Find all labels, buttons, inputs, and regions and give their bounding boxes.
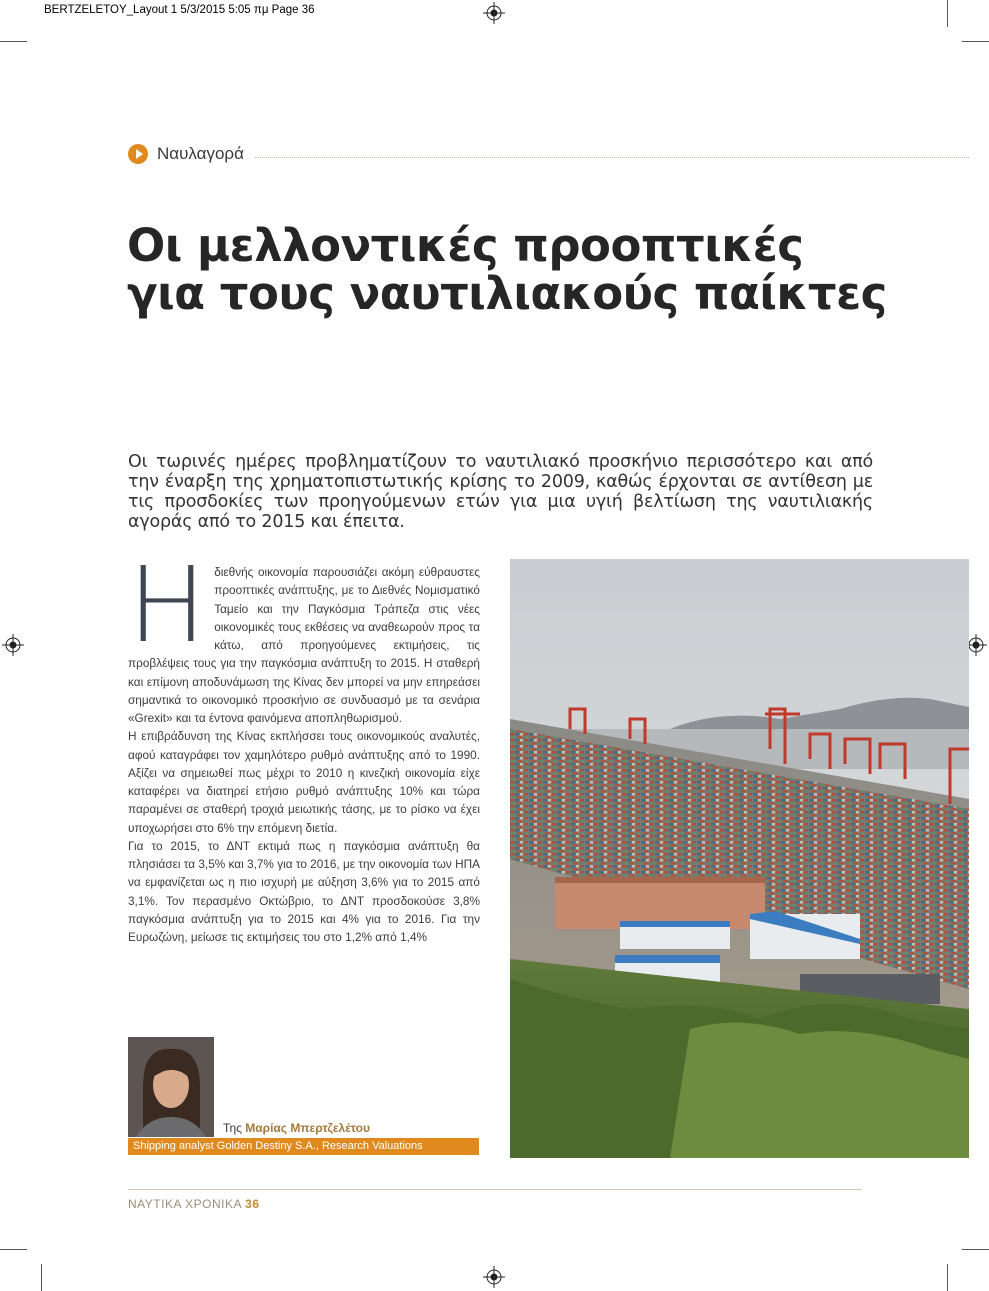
crop-mark	[41, 1264, 42, 1291]
registration-mark-icon	[2, 634, 24, 656]
author-byline	[223, 1121, 370, 1135]
crop-mark	[947, 1264, 948, 1291]
author-name: Μαρίας Μπερτζελέτου	[245, 1121, 370, 1135]
byline-prefix: Της	[223, 1121, 242, 1135]
crop-mark	[0, 1249, 27, 1250]
author-portrait	[128, 1037, 214, 1137]
section-header	[128, 144, 244, 164]
crop-mark	[962, 1249, 989, 1250]
drop-cap: Η	[128, 544, 207, 666]
crop-mark	[947, 0, 948, 27]
play-arrow-icon	[128, 144, 148, 164]
footer-divider	[128, 1189, 862, 1190]
print-slug: BERTZELETOY_Layout 1 5/3/2015 5:05 πμ Page 36	[44, 4, 315, 16]
page-footer	[128, 1197, 260, 1211]
body-paragraph: Η επιβράδυνση της Κίνας εκπλήσσει τους οικονομικούς αναλυτές, αφού καταγράφει τον χαμηλότερο ρυθμό ανάπτυξης από το 1990. Αξίζει να σημειωθεί πως μέχρι το 2010 η κινεζική οικονομία είχε καταφέρει να διατηρεί ετήσιο ρυθμό ανάπτυξης 10% και τώρα παραμένει σε σταθερή τροχιά μειωτικής τάσης, με το ρίσκο να έχει υποχωρήσει στο 6% την επόμενη διετία.	[128, 729, 480, 835]
article-lead: Οι τωρινές ημέρες προβληματίζουν το ναυτιλιακό προσκήνιο περισσότερο και από την έναρξη της χρηματοπιστωτικής κρίσης το 2009, καθώς έρχονται σε αντίθεση με τις προσδοκίες των προηγούμενων ετών για μια υγιή βελτίωση της ναυτιλιακής αγοράς από το 2015 και έπειτα.	[128, 452, 873, 532]
article-body	[128, 544, 480, 946]
magazine-name: ΝΑΥΤΙΚΑ ΧΡΟΝΙΚΑ	[128, 1197, 242, 1211]
body-paragraph: διεθνής οικονομία παρουσιάζει ακόμη εύθραυστες προοπτικές ανάπτυξης, με το Διεθνές Νομισματικό Ταμείο και την Παγκόσμια Τράπεζα στις νέες οικονομικές τους εκθέσεις να αναθεωρούν προς τα κάτω, από προηγούμενες εκτιμήσεις, τις προβλέψεις τους για την παγκόσμια ανάπτυξη το 2015. Η σταθερή και επίμονη αποδυνάμωση της Κίνας δεν μπορεί να μην επηρεάσει σημαντικά το οικονομικό προσκήνιο σε συνδυασμό με τα σενάρια «Grexit» και τα έντονα φαινόμενα αποπληθωρισμού.	[128, 565, 480, 725]
section-divider	[255, 157, 969, 158]
page-number: 36	[245, 1197, 260, 1211]
article-title	[127, 219, 907, 320]
registration-mark-icon	[483, 2, 505, 24]
section-label: Ναυλαγορά	[157, 144, 244, 163]
port-photo	[510, 559, 969, 1158]
crop-mark	[0, 41, 27, 42]
body-paragraph: Για το 2015, το ΔΝΤ εκτιμά πως η παγκόσμια ανάπτυξη θα πλησιάσει τα 3,5% και 3,7% για το 2016, με την οικονομία των ΗΠΑ να εμφανίζεται ως η πιο ισχυρή με αύξηση 3,6% για το 2015 από 3,1%. Τον περασμένο Οκτώβριο, το ΔΝΤ προσδοκούσε 3,8% παγκόσμια ανάπτυξη για το 2015 και 4% για το 2016. Για την Ευρωζώνη, μείωσε τις εκτιμήσεις του στο 1,2% από 1,4%	[128, 838, 480, 944]
crop-mark	[962, 41, 989, 42]
title-line-2: για τους ναυτιλιακούς παίκτες	[127, 267, 887, 320]
registration-mark-icon	[483, 1266, 505, 1288]
title-line-1: Οι μελλοντικές προοπτικές	[127, 219, 804, 272]
author-role-bar: Shipping analyst Golden Destiny S.A., Research Valuations	[128, 1138, 479, 1155]
